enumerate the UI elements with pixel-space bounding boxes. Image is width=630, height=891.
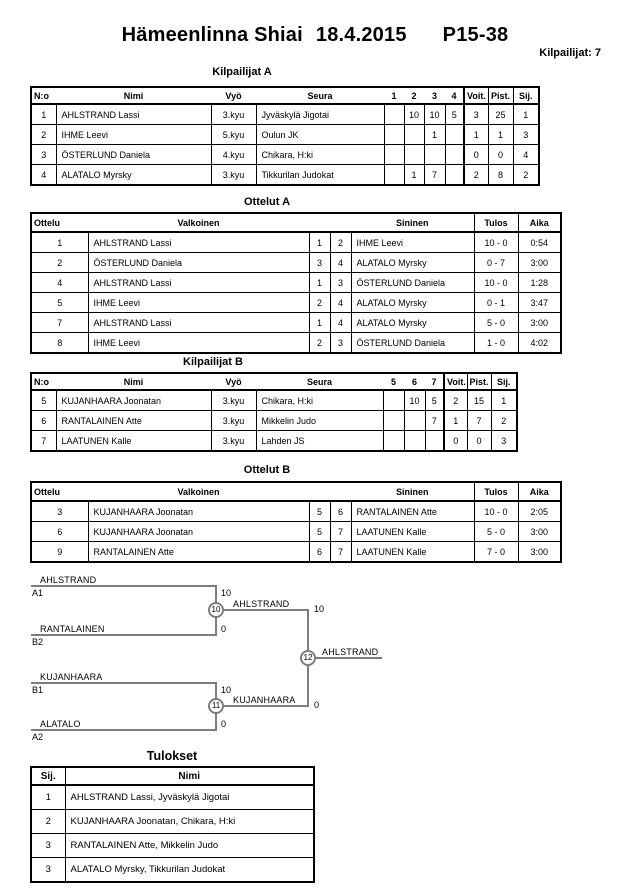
table-cell: 2 <box>330 232 351 253</box>
table-cell: 3.kyu <box>211 165 256 186</box>
table-cell <box>384 104 404 125</box>
bracket-competitor-name: ALATALO <box>40 719 81 729</box>
column-header: Ottelu <box>31 482 88 501</box>
table-cell: 2:05 <box>518 501 561 522</box>
table-row <box>31 411 517 431</box>
table-cell: 3:00 <box>518 313 561 333</box>
table-row <box>31 145 539 165</box>
column-header: Sininen <box>351 213 474 232</box>
table-cell: Lahden JS <box>256 431 383 452</box>
bracket-score: 10 <box>221 685 232 695</box>
bracket-final-winner-name: AHLSTRAND <box>322 647 379 657</box>
table-cell: Mikkelin Judo <box>256 411 383 431</box>
table-cell: 1 <box>309 232 330 253</box>
table-row <box>31 293 561 313</box>
column-header: Seura <box>256 87 384 104</box>
table-cell: IHME Leevi <box>56 125 211 145</box>
table-row <box>31 165 539 186</box>
table-cell: ALATALO Myrsky <box>351 253 474 273</box>
table-cell: 5 <box>31 293 88 313</box>
results-table <box>30 766 315 883</box>
column-header <box>330 213 351 232</box>
table-cell: 1 <box>31 104 56 125</box>
table-cell: 4 <box>31 273 88 293</box>
table-cell: 4 <box>330 293 351 313</box>
results-heading: Tulokset <box>146 749 198 763</box>
table-cell <box>384 165 404 186</box>
bracket-score: 10 <box>314 604 325 614</box>
table-row <box>31 810 314 834</box>
table-cell: 4 <box>31 165 56 186</box>
table-cell: 2 <box>31 125 56 145</box>
column-header: N:o <box>31 373 56 390</box>
table-cell: 8 <box>488 165 513 186</box>
bracket-line-sf2-bottom <box>31 729 217 731</box>
table-cell <box>384 125 404 145</box>
matches-b-header <box>31 482 561 501</box>
table-cell: ÖSTERLUND Daniela <box>56 145 211 165</box>
column-header: 4 <box>445 87 464 104</box>
table-cell: 5 <box>31 390 56 411</box>
table-row <box>31 501 561 522</box>
table-cell: Tikkurilan Judokat <box>256 165 384 186</box>
table-cell: AHLSTRAND Lassi, Jyväskylä Jigotai <box>65 785 314 810</box>
matches-b-heading: Ottelut B <box>243 464 291 476</box>
table-cell: 8 <box>31 333 88 354</box>
column-header: Sij. <box>513 87 539 104</box>
bracket-seed: A1 <box>32 588 44 598</box>
title-event: Hämeenlinna Shiai <box>121 24 303 46</box>
table-cell: 3 <box>464 104 488 125</box>
table-cell: 3 <box>31 858 65 883</box>
column-header: 6 <box>404 373 425 390</box>
table-cell: 1:28 <box>518 273 561 293</box>
table-row <box>31 125 539 145</box>
column-header: Tulos <box>474 482 518 501</box>
column-header: Seura <box>256 373 383 390</box>
table-cell: 10 - 0 <box>474 501 518 522</box>
table-cell: 3.kyu <box>211 411 256 431</box>
column-header <box>330 482 351 501</box>
table-cell: ÖSTERLUND Daniela <box>351 273 474 293</box>
table-cell: 6 <box>330 501 351 522</box>
column-header: Aika <box>518 213 561 232</box>
table-row <box>31 522 561 542</box>
matches-a-heading: Ottelut A <box>243 196 291 208</box>
table-cell: 3:00 <box>518 253 561 273</box>
column-header <box>309 213 330 232</box>
table-cell: RANTALAINEN Atte, Mikkelin Judo <box>65 834 314 858</box>
pool-a-heading: Kilpailijat A <box>212 66 272 78</box>
matches-a-body <box>31 232 561 353</box>
table-cell: 3.kyu <box>211 104 256 125</box>
table-cell: 5 <box>445 104 464 125</box>
table-cell: 0 <box>488 145 513 165</box>
table-cell: AHLSTRAND Lassi <box>88 232 309 253</box>
table-cell: 6 <box>309 542 330 563</box>
results-header <box>31 767 314 785</box>
table-cell: 10 <box>404 104 424 125</box>
table-cell: 1 <box>404 165 424 186</box>
bracket-seed: B1 <box>32 685 44 695</box>
bracket-seed: A2 <box>32 732 44 742</box>
table-row <box>31 834 314 858</box>
table-cell: ALATALO Myrsky <box>56 165 211 186</box>
table-cell: ALATALO Myrsky <box>351 293 474 313</box>
bracket-seed: B2 <box>32 637 44 647</box>
table-cell <box>425 431 444 452</box>
matches-b-body <box>31 501 561 562</box>
matches-b-table <box>30 481 562 563</box>
results-body <box>31 785 314 882</box>
table-cell <box>384 145 404 165</box>
table-cell <box>445 165 464 186</box>
table-cell <box>404 431 425 452</box>
pool-b-table <box>30 372 518 452</box>
column-header: Vyö <box>211 373 256 390</box>
table-cell: 4 <box>513 145 539 165</box>
table-cell: 5 <box>309 501 330 522</box>
table-cell: IHME Leevi <box>351 232 474 253</box>
table-cell: 2 <box>513 165 539 186</box>
table-cell: 5 <box>309 522 330 542</box>
table-cell: 2 <box>309 293 330 313</box>
table-cell: 5.kyu <box>211 125 256 145</box>
table-cell: RANTALAINEN Atte <box>88 542 309 563</box>
bracket-winner-name: AHLSTRAND <box>233 599 290 609</box>
table-cell: 1 - 0 <box>474 333 518 354</box>
table-cell: 7 - 0 <box>474 542 518 563</box>
bracket-score: 0 <box>314 700 320 710</box>
table-cell: 1 <box>31 232 88 253</box>
table-cell: 3 <box>330 273 351 293</box>
column-header: 1 <box>384 87 404 104</box>
table-cell <box>404 145 424 165</box>
bracket-connector-final <box>307 609 309 707</box>
title-date: 18.4.2015 <box>315 24 407 46</box>
table-cell: 7 <box>330 542 351 563</box>
column-header: Vyö <box>211 87 256 104</box>
table-cell: AHLSTRAND Lassi <box>88 313 309 333</box>
bracket-line-sf1-bottom <box>31 634 217 636</box>
match-number-badge: 11 <box>208 698 224 714</box>
table-cell: 0:54 <box>518 232 561 253</box>
table-cell: 0 - 1 <box>474 293 518 313</box>
bracket-line-sf1-winner <box>216 609 309 611</box>
table-cell: 6 <box>31 411 56 431</box>
column-header: Nimi <box>56 87 211 104</box>
column-header: N:o <box>31 87 56 104</box>
table-cell: 10 <box>424 104 445 125</box>
bracket-competitor-name: RANTALAINEN <box>40 624 105 634</box>
table-cell: 3 <box>491 431 517 452</box>
column-header: Nimi <box>65 767 314 785</box>
column-header: Aika <box>518 482 561 501</box>
table-cell: 2 <box>309 333 330 354</box>
bracket-score: 0 <box>221 719 227 729</box>
table-cell: IHME Leevi <box>88 333 309 354</box>
match-number-badge: 10 <box>208 602 224 618</box>
table-cell: AHLSTRAND Lassi <box>56 104 211 125</box>
bracket-line-sf1-top <box>31 585 217 587</box>
table-row <box>31 431 517 452</box>
bracket-winner-name: KUJANHAARA <box>233 695 296 705</box>
table-cell: 0 <box>467 431 491 452</box>
table-cell: ÖSTERLUND Daniela <box>88 253 309 273</box>
table-cell: KUJANHAARA Joonatan, Chikara, H:ki <box>65 810 314 834</box>
table-cell: 15 <box>467 390 491 411</box>
table-cell: 1 <box>491 390 517 411</box>
table-cell: 3.kyu <box>211 390 256 411</box>
table-cell: 3:00 <box>518 542 561 563</box>
table-cell: 1 <box>309 313 330 333</box>
pool-b-header <box>31 373 517 390</box>
table-cell: 7 <box>467 411 491 431</box>
table-cell: 7 <box>425 411 444 431</box>
table-cell: 3:47 <box>518 293 561 313</box>
competitors-count: Kilpailijat: 7 <box>539 47 601 59</box>
table-cell <box>383 390 404 411</box>
bracket-competitor-name: AHLSTRAND <box>40 575 97 585</box>
table-cell: ÖSTERLUND Daniela <box>351 333 474 354</box>
table-cell: 0 - 7 <box>474 253 518 273</box>
table-cell: 5 - 0 <box>474 522 518 542</box>
table-cell: Chikara, H:ki <box>256 390 383 411</box>
column-header: Voit. <box>444 373 467 390</box>
table-cell <box>383 431 404 452</box>
pool-b-heading: Kilpailijat B <box>183 356 243 368</box>
table-cell: LAATUNEN Kalle <box>351 542 474 563</box>
table-cell: 3 <box>513 125 539 145</box>
table-cell: 7 <box>31 313 88 333</box>
table-cell: KUJANHAARA Joonatan <box>88 501 309 522</box>
column-header: Voit. <box>464 87 488 104</box>
table-cell <box>424 145 445 165</box>
column-header: 3 <box>424 87 445 104</box>
table-cell: 4 <box>330 313 351 333</box>
table-cell: 3 <box>31 834 65 858</box>
table-cell: ALATALO Myrsky <box>351 313 474 333</box>
table-cell: 1 <box>444 411 467 431</box>
column-header <box>309 482 330 501</box>
bracket-line-sf2-winner <box>216 705 309 707</box>
table-cell: 1 <box>309 273 330 293</box>
table-cell: 1 <box>424 125 445 145</box>
table-row <box>31 390 517 411</box>
table-cell <box>445 125 464 145</box>
table-cell: 6 <box>31 522 88 542</box>
table-row <box>31 253 561 273</box>
table-row <box>31 785 314 810</box>
bracket-connector-sf2 <box>215 682 217 731</box>
table-cell: Jyväskylä Jigotai <box>256 104 384 125</box>
table-cell: 4:02 <box>518 333 561 354</box>
column-header: Ottelu <box>31 213 88 232</box>
table-row <box>31 232 561 253</box>
table-cell <box>404 411 425 431</box>
table-cell: 5 - 0 <box>474 313 518 333</box>
table-row <box>31 104 539 125</box>
pool-a-header <box>31 87 539 104</box>
table-cell: 1 <box>488 125 513 145</box>
table-cell: LAATUNEN Kalle <box>56 431 211 452</box>
table-cell: 2 <box>444 390 467 411</box>
table-cell: 3 <box>31 145 56 165</box>
bracket-competitor-name: KUJANHAARA <box>40 672 103 682</box>
column-header: Valkoinen <box>88 482 309 501</box>
table-cell: 0 <box>464 145 488 165</box>
table-cell: ALATALO Myrsky, Tikkurilan Judokat <box>65 858 314 883</box>
table-cell: IHME Leevi <box>88 293 309 313</box>
table-cell: 4 <box>330 253 351 273</box>
column-header: Valkoinen <box>88 213 309 232</box>
bracket-connector-sf1 <box>215 585 217 636</box>
table-cell: 2 <box>491 411 517 431</box>
table-cell: 1 <box>464 125 488 145</box>
title-weight-class: P15-38 <box>442 24 509 46</box>
column-header: Pist. <box>488 87 513 104</box>
table-cell: RANTALAINEN Atte <box>351 501 474 522</box>
bracket-line-sf2-top <box>31 682 217 684</box>
table-cell: 5 <box>425 390 444 411</box>
column-header: 5 <box>383 373 404 390</box>
table-row <box>31 542 561 563</box>
pool-a-body <box>31 104 539 185</box>
table-cell: 1 <box>513 104 539 125</box>
pool-b-body <box>31 390 517 451</box>
table-cell: 1 <box>31 785 65 810</box>
table-cell <box>404 125 424 145</box>
table-cell: RANTALAINEN Atte <box>56 411 211 431</box>
table-cell: 0 <box>444 431 467 452</box>
table-cell: 10 - 0 <box>474 273 518 293</box>
column-header: 7 <box>425 373 444 390</box>
table-cell: 2 <box>31 810 65 834</box>
matches-a-header <box>31 213 561 232</box>
bracket-score: 0 <box>221 624 227 634</box>
table-cell: 3:00 <box>518 522 561 542</box>
table-cell: 3 <box>330 333 351 354</box>
table-cell: AHLSTRAND Lassi <box>88 273 309 293</box>
table-cell: 3 <box>31 501 88 522</box>
table-cell: 3.kyu <box>211 431 256 452</box>
table-cell: KUJANHAARA Joonatan <box>88 522 309 542</box>
table-cell: 2 <box>464 165 488 186</box>
matches-a-table <box>30 212 562 354</box>
column-header: Sij. <box>31 767 65 785</box>
table-cell: 7 <box>330 522 351 542</box>
pool-a-table <box>30 86 540 186</box>
table-cell: 7 <box>31 431 56 452</box>
column-header: Tulos <box>474 213 518 232</box>
table-row <box>31 858 314 883</box>
table-row <box>31 333 561 354</box>
table-cell: Chikara, H:ki <box>256 145 384 165</box>
table-cell: 10 <box>404 390 425 411</box>
table-cell: 25 <box>488 104 513 125</box>
column-header: Sininen <box>351 482 474 501</box>
table-cell: 2 <box>31 253 88 273</box>
table-cell: 7 <box>424 165 445 186</box>
table-row <box>31 313 561 333</box>
table-cell <box>383 411 404 431</box>
table-cell: KUJANHAARA Joonatan <box>56 390 211 411</box>
table-row <box>31 273 561 293</box>
match-number-badge: 12 <box>300 650 316 666</box>
table-cell: 9 <box>31 542 88 563</box>
table-cell: 3 <box>309 253 330 273</box>
table-cell: LAATUNEN Kalle <box>351 522 474 542</box>
page-title <box>0 24 630 47</box>
table-cell: 4.kyu <box>211 145 256 165</box>
bracket-score: 10 <box>221 588 232 598</box>
column-header: 2 <box>404 87 424 104</box>
bracket-line-final-winner <box>308 657 382 659</box>
table-cell: Oulun JK <box>256 125 384 145</box>
table-cell <box>445 145 464 165</box>
column-header: Nimi <box>56 373 211 390</box>
column-header: Sij. <box>491 373 517 390</box>
column-header: Pist. <box>467 373 491 390</box>
table-cell: 10 - 0 <box>474 232 518 253</box>
